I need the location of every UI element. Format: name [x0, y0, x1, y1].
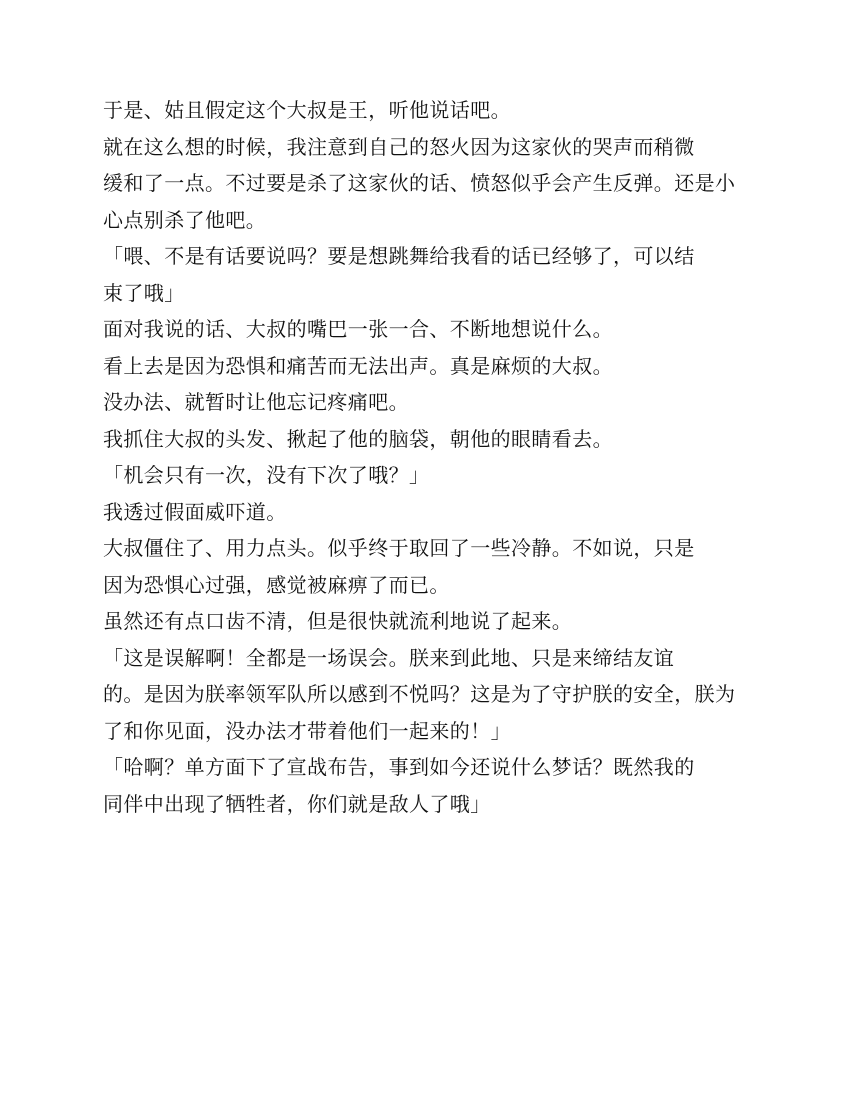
text-line: 没办法、就暂时让他忘记疼痛吧。 [103, 390, 409, 414]
text-line: 面对我说的话、大叔的嘴巴一张一合、不断地想说什么。 [103, 317, 613, 341]
text-line: 就在这么想的时候，我注意到自己的怒火因为这家伙的哭声而稍微 [103, 134, 695, 159]
text-line: 束了哦」 [103, 280, 185, 305]
text-line: 我抓住大叔的头发、揪起了他的脑袋，朝他的眼睛看去。 [103, 426, 613, 451]
text-line: 同伴中出现了牺牲者，你们就是敌人了哦」 [103, 791, 491, 816]
text-line: 「哈啊？单方面下了宣战布告，事到如今还说什么梦话？既然我的 [103, 755, 695, 779]
text-line: 「机会只有一次，没有下次了哦？」 [103, 463, 430, 487]
text-line: 「这是误解啊！全都是一场误会。朕来到此地、只是来缔结友谊 [103, 645, 675, 670]
text-line: 我透过假面威吓道。 [103, 499, 287, 524]
text-line: 因为恐惧心过强，感觉被麻痹了而已。 [103, 572, 450, 597]
text-line: 了和你见面，没办法才带着他们一起来的！」 [103, 718, 511, 743]
text-line: 虽然还有点口齿不清，但是很快就流利地说了起来。 [103, 609, 573, 633]
text-line: 于是、姑且假定这个大叔是王，听他说话吧。 [103, 98, 511, 122]
text-line: 缓和了一点。不过要是杀了这家伙的话、愤怒似乎会产生反弹。还是小 [103, 171, 736, 195]
text-line: 心点别杀了他吧。 [103, 207, 267, 232]
text-line: 「喂、不是有话要说吗？要是想跳舞给我看的话已经够了，可以结 [103, 244, 695, 268]
text-body [103, 92, 763, 822]
text-line: 的。是因为朕率领军队所以感到不悦吗？这是为了守护朕的安全，朕为 [103, 682, 736, 706]
text-line: 看上去是因为恐惧和痛苦而无法出声。真是麻烦的大叔。 [103, 353, 613, 378]
text-line: 大叔僵住了、用力点头。似乎终于取回了一些冷静。不如说，只是 [103, 536, 695, 560]
